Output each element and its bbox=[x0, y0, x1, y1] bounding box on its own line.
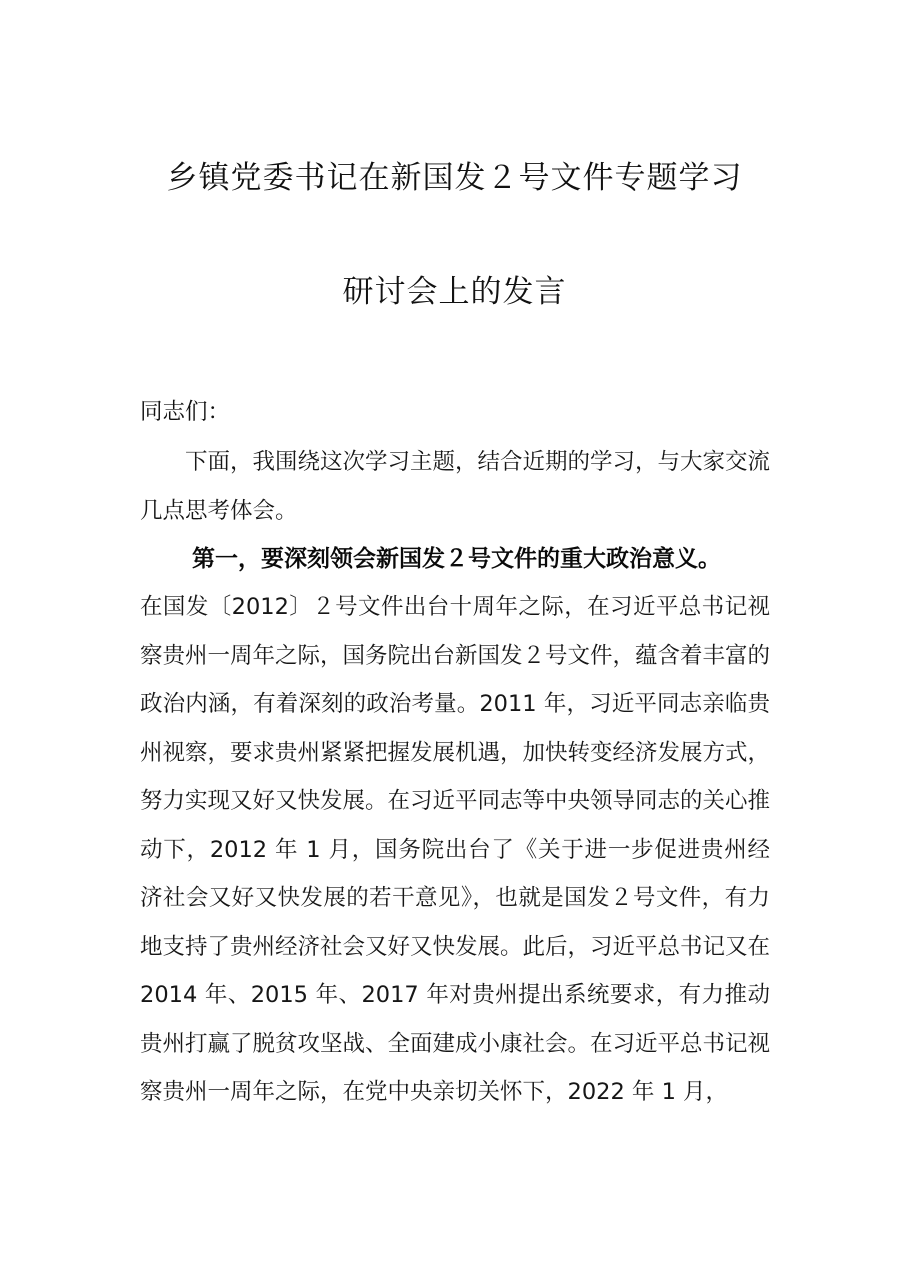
salutation: 同志们： bbox=[140, 399, 231, 425]
section-heading-1: 第一，要深刻领会新国发２号文件的重大政治意义。 bbox=[192, 546, 721, 572]
document-title-line-2: 研讨会上的发言 bbox=[342, 274, 567, 310]
body-paragraph-1: 在国发〔2012〕２号文件出台十周年之际，在习近平总书记视察贵州一周年之际，国务院出台新国发２号文件，蕴含着丰富的政治内涵，有着深刻的政治考量。2011 年，习近平同志亲临贵州视察，要求贵州紧紧把握发展机遇，加快转变经济发展方式，努力实现又好又快发展。在习近平同志等中央领导同志的关心推动下，2012 年 1 月，国务院出台了《关于进一步促进贵州经济社会又好又快发展的若干意见》，也就是国发２号文件，有力地支持了贵州经济社会又好又快发展。此后，习近平总书记又在 2014 年、2015 年、2017 年对贵州提出系统要求，有力推动贵州打赢了脱贫攻坚战、全面建成小康社会。在习近平总书记视察贵州一周年之际，在党中央亲切关怀下，2022 年 1 月， bbox=[140, 594, 771, 1105]
intro-paragraph: 下面，我围绕这次学习主题，结合近期的学习，与大家交流几点思考体会。 bbox=[140, 449, 771, 524]
document-title-line-1: 乡镇党委书记在新国发２号文件专题学习 bbox=[166, 160, 743, 196]
